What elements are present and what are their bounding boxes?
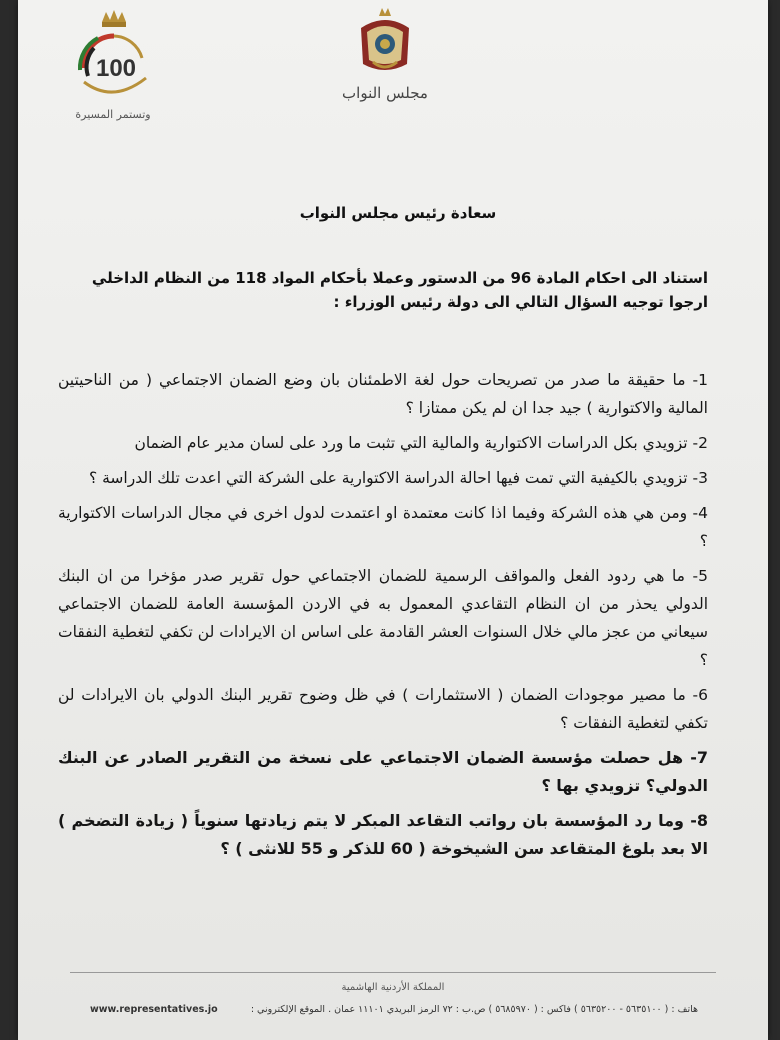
questions-list xyxy=(58,366,708,870)
centennial-caption: وتستمر المسيرة xyxy=(75,108,151,121)
question-item: 3- تزويدي بالكيفية التي تمت فيها احالة الدراسة الاكتوارية على الشركة التي اعدت تلك الدراسة ؟ xyxy=(88,469,708,487)
centennial-logo xyxy=(58,8,168,128)
footer-website-link[interactable]: www.representatives.jo xyxy=(90,1004,218,1015)
coat-of-arms-icon xyxy=(353,6,417,76)
question-item: 4- ومن هي هذه الشركة وفيما اذا كانت معتمدة او اعتمدت لدول اخرى في مجال الدراسات الاكتوارية ؟ xyxy=(58,504,708,550)
footer-divider xyxy=(70,972,716,973)
question-item: 7- هل حصلت مؤسسة الضمان الاجتماعي على نسخة من التقرير الصادر عن البنك الدولي؟ تزويدي بها ؟ xyxy=(58,748,708,795)
footer-contact: هاتف : ( ٥٦٣٥١٠٠ - ٥٦٣٥٢٠٠ ) فاكس : ( ٥٦٨٥٩٧٠ ) ص.ب : ٧٢ الرمز البريدي ١١١٠١ عمان . الموقع الإلكتروني : xyxy=(250,1004,698,1015)
centennial-emblem-icon xyxy=(58,8,168,108)
intro-paragraph: استناد الى احكام المادة 96 من الدستور وعملا بأحكام المواد 118 من النظام الداخلي ارجوا توجيه السؤال التالي الى دولة رئيس الوزراء : xyxy=(91,269,708,311)
footer-kingdom-name: المملكة الأردنية الهاشمية xyxy=(341,982,445,993)
coat-of-arms xyxy=(353,6,417,76)
centennial-number: 100 xyxy=(95,55,137,82)
question-item: 1- ما حقيقة ما صدر من تصريحات حول لغة الاطمئنان بان وضع الضمان الاجتماعي ( من الناحيتين المالية والاكتوارية ) جيد جدا ان لم يكن ممتازا ؟ xyxy=(58,371,708,417)
question-item: 2- تزويدي بكل الدراسات الاكتوارية والمالية التي تثبت ما ورد على لسان مدير عام الضمان xyxy=(134,434,708,452)
question-item: 5- ما هي ردود الفعل والمواقف الرسمية للضمان الاجتماعي حول تقرير صدر مؤخرا من ان البنك الدولي يحذر من ان النظام التقاعدي المعمول به في الاردن المؤسسة العامة للضمان الاجتماعي سيعاني من عجز مالي خلال السنوات العشر القادمة على اساس ان الايرادات لن تكفي لتغطية النفقات ؟ xyxy=(58,567,708,669)
letter-page xyxy=(18,0,768,1040)
question-item: 8- وما رد المؤسسة بان رواتب التقاعد المبكر لا يتم زيادتها سنوياً ( زيادة التضخم ) الا بعد بلوغ المتقاعد سن الشيخوخة ( 60 للذكر و 55 للانثى ) ؟ xyxy=(58,811,708,858)
parliament-name: مجلس النواب xyxy=(342,84,428,102)
salutation: سعادة رئيس مجلس النواب xyxy=(299,204,497,222)
question-item: 6- ما مصير موجودات الضمان ( الاستثمارات ) في ظل وضوح تقرير البنك الدولي بان الايرادات لن تكفي لتغطية النفقات ؟ xyxy=(58,686,708,732)
